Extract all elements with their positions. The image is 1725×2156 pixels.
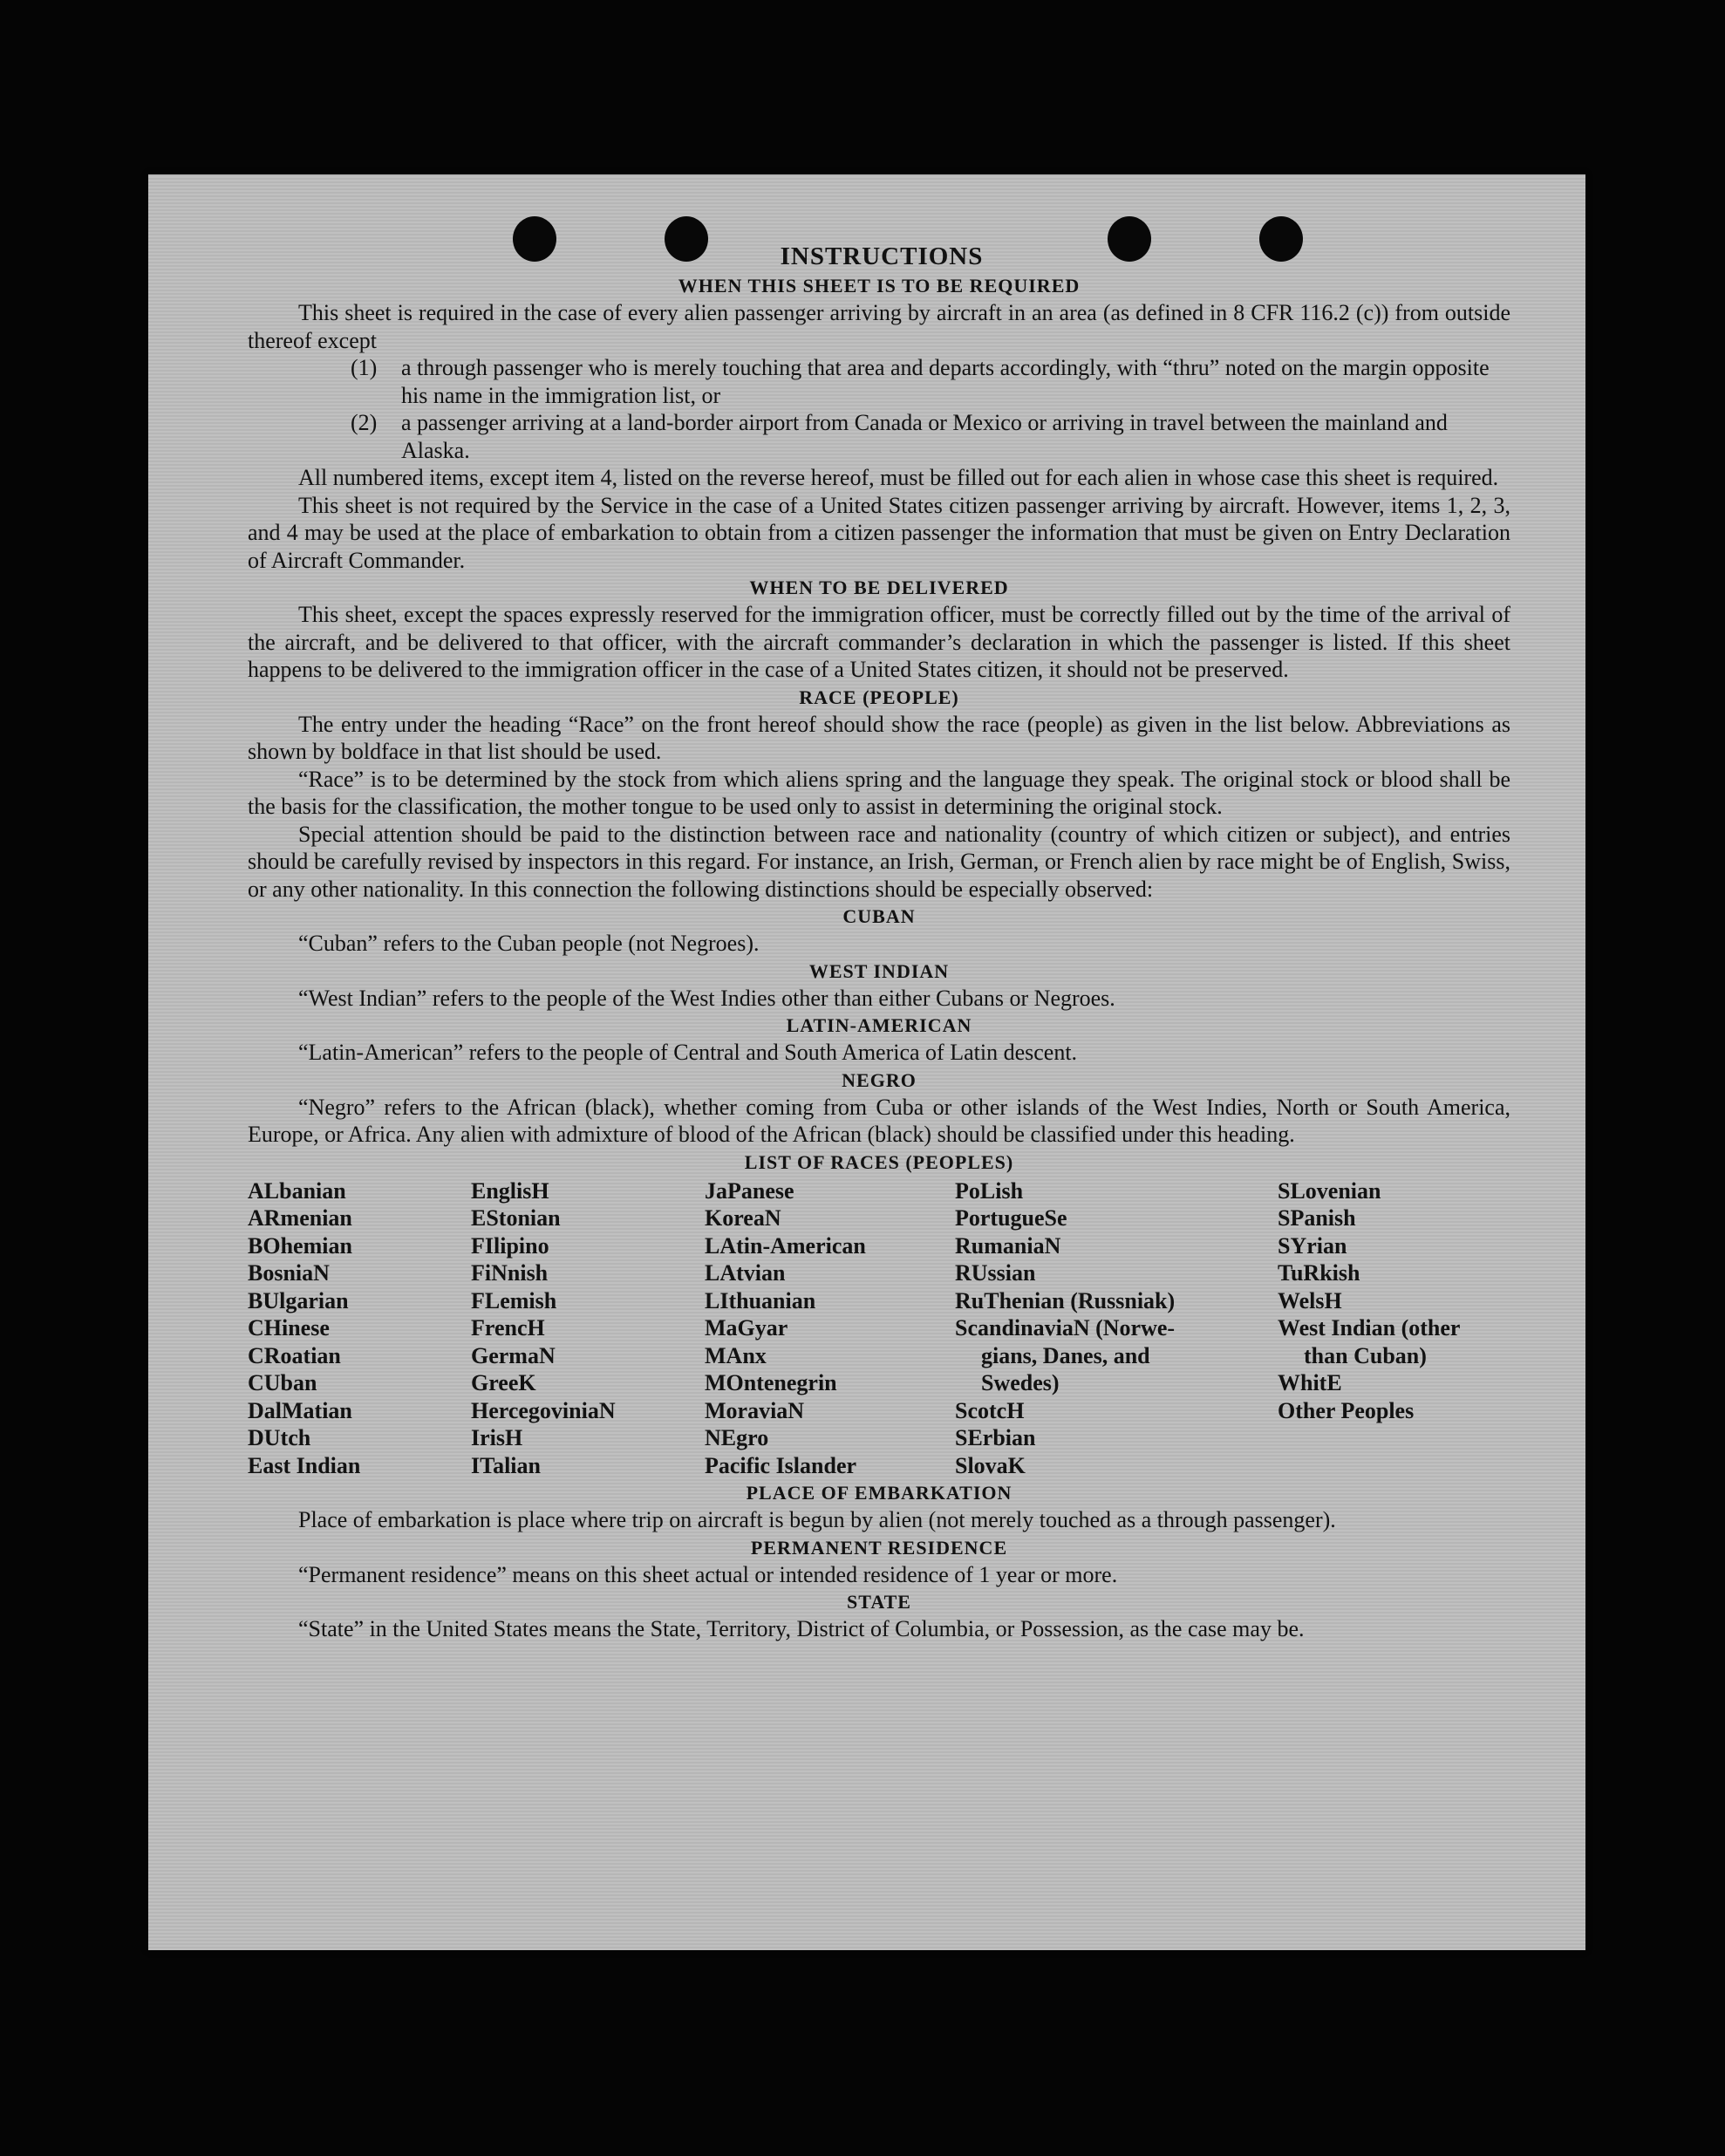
race-entry: SErbian bbox=[955, 1425, 1036, 1450]
race-entry: GreeK bbox=[471, 1370, 536, 1395]
race-paragraph-1: The entry under the heading “Race” on the front hereof should show the race (people) as given in the list below. Abbreviations as shown by boldface in that list should be used. bbox=[248, 711, 1510, 764]
item-text: a passenger arriving at a land-border airport from Canada or Mexico or arriving in travel between the mainland and Alaska. bbox=[401, 410, 1448, 463]
section-heading-state: STATE bbox=[847, 1591, 911, 1613]
race-entry: MOntenegrin bbox=[705, 1370, 837, 1395]
race-entry: MAnx bbox=[705, 1342, 767, 1368]
section-heading-residence: PERMANENT RESIDENCE bbox=[750, 1536, 1008, 1559]
race-col-1 bbox=[248, 1177, 471, 1480]
race-entry: FIlipino bbox=[471, 1232, 549, 1259]
race-entry-continued: than Cuban) bbox=[1304, 1342, 1427, 1368]
state-paragraph: “State” in the United States means the State, Territory, District of Columbia, or Possession, as the case may be. bbox=[298, 1616, 1305, 1641]
race-entry: LAtvian bbox=[705, 1260, 786, 1286]
race-entry: West Indian (other bbox=[1278, 1315, 1461, 1341]
race-entry: BosniaN bbox=[248, 1260, 330, 1286]
section-heading-west-indian: WEST INDIAN bbox=[808, 959, 950, 982]
item-number: (1) bbox=[351, 355, 378, 380]
exception-item-1 bbox=[248, 354, 1510, 409]
race-entry: IrisH bbox=[471, 1425, 523, 1450]
race-entry: DUtch bbox=[248, 1425, 311, 1450]
delivered-paragraph: This sheet, except the spaces expressly reserved for the immigration officer, must be correctly filled out by the time of the arrival of the aircraft, and be delivered to that officer, with the aircraft commander’s declaration in which the passenger is listed. If this sheet happens to be delivered to the immigration officer in the case of a United States citizen, it should not be preserved. bbox=[248, 602, 1510, 682]
race-entry: Pacific Islander bbox=[705, 1452, 857, 1478]
race-paragraph-3: Special attention should be paid to the distinction between race and nationality (country of which citizen or subject), and entries should be carefully revised by inspectors in this regard. For instance, an Irish, German, or French alien by race might be of English, Swiss, or any other nationality. In this connection the following distinctions should be especially observed: bbox=[248, 821, 1510, 902]
race-col-2 bbox=[471, 1177, 705, 1480]
race-entry: JaPanese bbox=[705, 1177, 794, 1204]
instruction-sheet bbox=[148, 174, 1585, 1950]
race-entry: NEgro bbox=[705, 1425, 769, 1450]
race-entry: SYrian bbox=[1278, 1232, 1347, 1259]
race-entry: LIthuanian bbox=[705, 1287, 816, 1313]
race-entry-continued: gians, Danes, and bbox=[981, 1342, 1150, 1368]
race-entry: SLovenian bbox=[1278, 1177, 1381, 1204]
race-entry: East Indian bbox=[248, 1452, 361, 1478]
race-entry: CRoatian bbox=[248, 1342, 341, 1368]
section-heading-required: WHEN THIS SHEET IS TO BE REQUIRED bbox=[678, 275, 1081, 297]
race-entry: SPanish bbox=[1278, 1205, 1356, 1231]
race-entry: ALbanian bbox=[248, 1177, 346, 1204]
race-entry: ScotcH bbox=[955, 1397, 1025, 1423]
item-text: a through passenger who is merely touching that area and departs accordingly, with “thru” noted on the margin opposite his name in the immigration list, or bbox=[401, 355, 1490, 408]
race-entry: ScandinaviaN (Norwe- bbox=[955, 1315, 1176, 1341]
section-heading-cuban: CUBAN bbox=[842, 905, 916, 927]
race-entry: Other Peoples bbox=[1278, 1397, 1415, 1423]
cuban-paragraph: “Cuban” refers to the Cuban people (not Negroes). bbox=[298, 931, 760, 956]
embarkation-paragraph: Place of embarkation is place where trip on aircraft is begun by alien (not merely touched as a through passenger). bbox=[298, 1507, 1336, 1532]
race-entry: RuThenian (Russniak) bbox=[955, 1287, 1176, 1313]
race-entry: KoreaN bbox=[705, 1205, 781, 1231]
race-entry: PoLish bbox=[955, 1177, 1024, 1204]
negro-paragraph: “Negro” refers to the African (black), whether coming from Cuba or other islands of the West Indies, North or South America, Europe, or Africa. Any alien with admixture of blood of the African (black) should be classified under this heading. bbox=[248, 1094, 1510, 1147]
races-list bbox=[248, 1177, 1510, 1480]
section-heading-delivered: WHEN TO BE DELIVERED bbox=[749, 577, 1009, 598]
race-entry: PortugueSe bbox=[955, 1205, 1067, 1231]
race-entry: EnglisH bbox=[471, 1177, 549, 1204]
document-body bbox=[248, 241, 1510, 1643]
required-paragraph-2: All numbered items, except item 4, listed on the reverse hereof, must be filled out for each alien in whose case this sheet is required. bbox=[298, 465, 1499, 490]
race-entry: MoraviaN bbox=[705, 1397, 805, 1423]
race-entry: ITalian bbox=[471, 1452, 541, 1478]
page-title: INSTRUCTIONS bbox=[780, 242, 984, 270]
race-entry: LAtin-American bbox=[705, 1232, 866, 1259]
race-col-4 bbox=[955, 1177, 1278, 1480]
race-entry: SlovaK bbox=[955, 1452, 1026, 1478]
race-paragraph-2: “Race” is to be determined by the stock from which aliens spring and the language they speak. The original stock or blood shall be the basis for the classification, the mother tongue to be used only to assist in determining the original stock. bbox=[248, 766, 1510, 819]
section-heading-race: RACE (PEOPLE) bbox=[799, 686, 959, 708]
race-entry: CHinese bbox=[248, 1315, 330, 1341]
residence-paragraph: “Permanent residence” means on this sheet actual or intended residence of 1 year or more. bbox=[298, 1561, 1118, 1587]
race-entry: ARmenian bbox=[248, 1205, 352, 1231]
west-indian-paragraph: “West Indian” refers to the people of the West Indies other than either Cubans or Negroes. bbox=[298, 985, 1115, 1011]
race-col-3 bbox=[705, 1177, 955, 1480]
race-entry: TuRkish bbox=[1278, 1260, 1360, 1286]
section-heading-embarkation: PLACE OF EMBARKATION bbox=[746, 1482, 1012, 1504]
race-entry: BUlgarian bbox=[248, 1287, 349, 1313]
race-entry: MaGyar bbox=[705, 1315, 788, 1341]
race-entry: EStonian bbox=[471, 1205, 561, 1231]
race-entry: DalMatian bbox=[248, 1397, 352, 1423]
race-entry: GermaN bbox=[471, 1342, 556, 1368]
section-heading-races-list: LIST OF RACES (PEOPLES) bbox=[744, 1150, 1014, 1173]
race-entry: FiNnish bbox=[471, 1260, 549, 1286]
required-intro: This sheet is required in the case of every alien passenger arriving by aircraft in an area (as defined in 8 CFR 116.2 (c)) from outside thereof except bbox=[248, 300, 1510, 353]
exception-item-2 bbox=[248, 409, 1510, 464]
race-entry: FLemish bbox=[471, 1287, 557, 1313]
race-entry: CUban bbox=[248, 1370, 317, 1395]
race-entry: RUssian bbox=[955, 1260, 1036, 1286]
race-entry: FrencH bbox=[471, 1315, 545, 1341]
latin-american-paragraph: “Latin-American” refers to the people of Central and South America of Latin descent. bbox=[298, 1040, 1078, 1065]
race-entry: RumaniaN bbox=[955, 1232, 1061, 1259]
race-entry-continued: Swedes) bbox=[981, 1370, 1060, 1395]
race-entry: WhitE bbox=[1278, 1370, 1342, 1395]
section-heading-latin-american: LATIN-AMERICAN bbox=[786, 1014, 972, 1036]
race-entry: HercegoviniaN bbox=[471, 1397, 616, 1423]
race-entry: BOhemian bbox=[248, 1232, 352, 1259]
section-heading-negro: NEGRO bbox=[842, 1068, 917, 1091]
item-number: (2) bbox=[351, 410, 378, 435]
race-entry: WelsH bbox=[1278, 1287, 1342, 1313]
required-paragraph-3: This sheet is not required by the Service in the case of a United States citizen passenger arriving by aircraft. However, items 1, 2, 3, and 4 may be used at the place of embarkation to obtain from a citizen passenger the information that must be given on Entry Declaration of Aircraft Commander. bbox=[248, 492, 1510, 573]
race-col-5 bbox=[1278, 1177, 1510, 1480]
